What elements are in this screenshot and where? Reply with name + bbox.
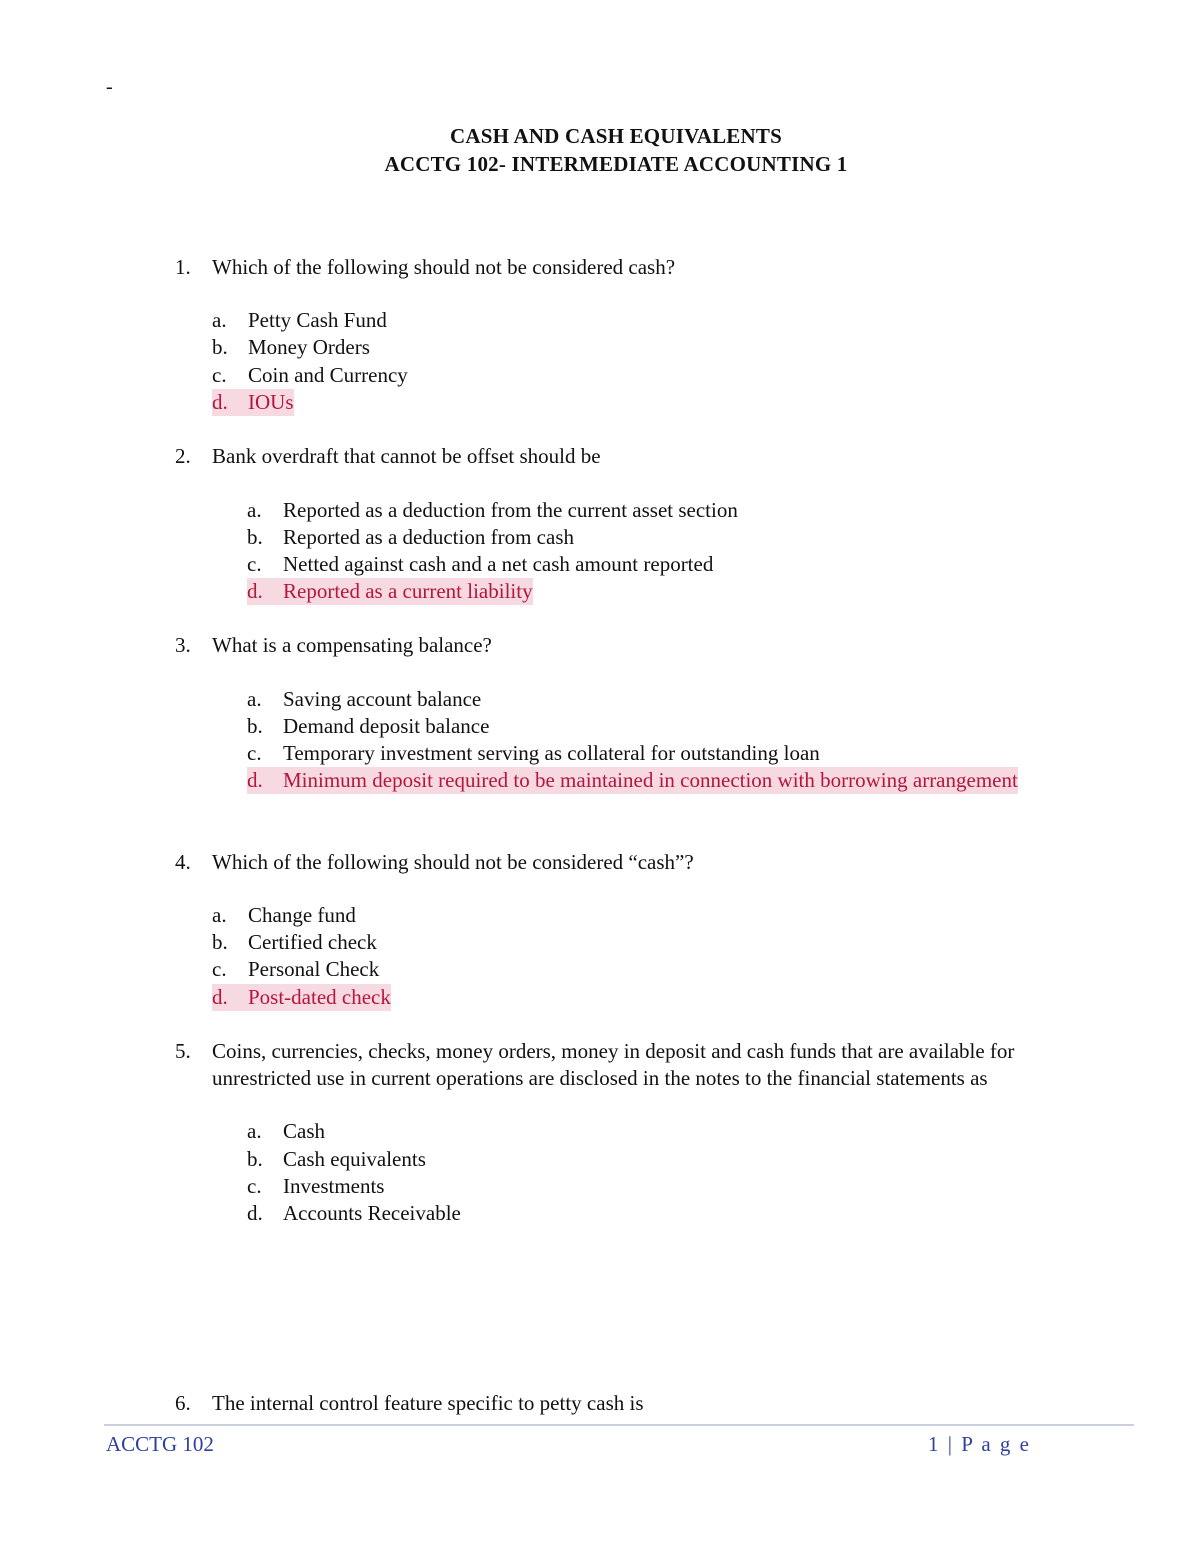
option-5c xyxy=(247,1173,384,1200)
option-letter: d. xyxy=(212,985,228,1009)
option-letter: a. xyxy=(247,498,262,522)
option-letter: d. xyxy=(247,1201,263,1225)
option-letter: b. xyxy=(212,335,228,359)
question-number: 2. xyxy=(175,444,191,468)
option-letter: c. xyxy=(247,552,262,576)
question-text: Bank overdraft that cannot be offset should be xyxy=(212,444,601,468)
question-number: 3. xyxy=(175,633,191,657)
option-text: Reported as a deduction from cash xyxy=(283,525,574,549)
option-5d xyxy=(247,1200,461,1227)
question-text-line-2: unrestricted use in current operations are disclosed in the notes to the financial statements as xyxy=(212,1066,988,1090)
footer-page-number: 1 | P a g e xyxy=(928,1432,1031,1456)
question-number: 6. xyxy=(175,1391,191,1415)
question-text: Which of the following should not be considered “cash”? xyxy=(212,850,694,874)
option-letter: a. xyxy=(247,1119,262,1143)
option-2a xyxy=(247,497,738,524)
option-letter: d. xyxy=(212,390,228,414)
option-2b xyxy=(247,524,574,551)
option-text: Cash equivalents xyxy=(283,1147,426,1171)
option-5b xyxy=(247,1146,426,1173)
option-4a xyxy=(212,902,356,929)
option-letter: b. xyxy=(247,525,263,549)
option-text: Reported as a deduction from the current asset section xyxy=(283,498,738,522)
option-text: Petty Cash Fund xyxy=(248,308,387,332)
question-text: The internal control feature specific to petty cash is xyxy=(212,1391,644,1415)
header-mark: - xyxy=(106,76,113,98)
option-text: Money Orders xyxy=(248,335,370,359)
option-5a xyxy=(247,1118,325,1145)
document-title: CASH AND CASH EQUIVALENTS xyxy=(450,124,782,148)
question-number: 5. xyxy=(175,1039,191,1063)
option-letter: c. xyxy=(247,741,262,765)
option-text: Investments xyxy=(283,1174,385,1198)
option-4d-answer-highlight xyxy=(212,984,391,1011)
option-letter: b. xyxy=(247,1147,263,1171)
option-text: Netted against cash and a net cash amount reported xyxy=(283,552,714,576)
footer-course-code: ACCTG 102 xyxy=(106,1432,214,1456)
option-letter: b. xyxy=(247,714,263,738)
option-2c xyxy=(247,551,713,578)
option-3a xyxy=(247,686,481,713)
option-text: Temporary investment serving as collateral for outstanding loan xyxy=(283,741,820,765)
option-1b xyxy=(212,334,370,361)
option-letter: c. xyxy=(212,957,227,981)
option-letter: c. xyxy=(212,363,227,387)
question-number: 1. xyxy=(175,255,191,279)
option-3c xyxy=(247,740,820,767)
option-text: Cash xyxy=(283,1119,325,1143)
option-letter: c. xyxy=(247,1174,262,1198)
option-1c xyxy=(212,362,408,389)
option-text: Change fund xyxy=(248,903,356,927)
option-text: Demand deposit balance xyxy=(283,714,490,738)
option-letter: d. xyxy=(247,579,263,603)
option-text: Post-dated check xyxy=(248,985,391,1009)
option-text: Personal Check xyxy=(248,957,380,981)
option-1d-answer-highlight xyxy=(212,389,294,416)
option-letter: a. xyxy=(247,687,262,711)
option-text: Reported as a current liability xyxy=(283,579,533,603)
option-3b xyxy=(247,713,489,740)
option-4c xyxy=(212,956,379,983)
option-letter: a. xyxy=(212,903,227,927)
option-4b xyxy=(212,929,377,956)
question-text: Which of the following should not be considered cash? xyxy=(212,255,676,279)
document-subtitle: ACCTG 102- INTERMEDIATE ACCOUNTING 1 xyxy=(384,152,848,176)
option-text: Minimum deposit required to be maintained in connection with borrowing arrangement xyxy=(283,768,1018,792)
question-number: 4. xyxy=(175,850,191,874)
option-text: Coin and Currency xyxy=(248,363,408,387)
option-3d-answer-highlight xyxy=(247,767,1018,794)
option-text: Certified check xyxy=(248,930,377,954)
option-text: Saving account balance xyxy=(283,687,482,711)
option-2d-answer-highlight xyxy=(247,578,533,605)
option-letter: a. xyxy=(212,308,227,332)
question-text-line-1: Coins, currencies, checks, money orders, money in deposit and cash funds that are available for xyxy=(212,1039,1015,1063)
footer-divider xyxy=(104,1424,1134,1426)
option-text: Accounts Receivable xyxy=(283,1201,461,1225)
option-text: IOUs xyxy=(248,390,294,414)
question-text: What is a compensating balance? xyxy=(212,633,492,657)
option-letter: d. xyxy=(247,768,263,792)
option-letter: b. xyxy=(212,930,228,954)
option-1a xyxy=(212,307,387,334)
